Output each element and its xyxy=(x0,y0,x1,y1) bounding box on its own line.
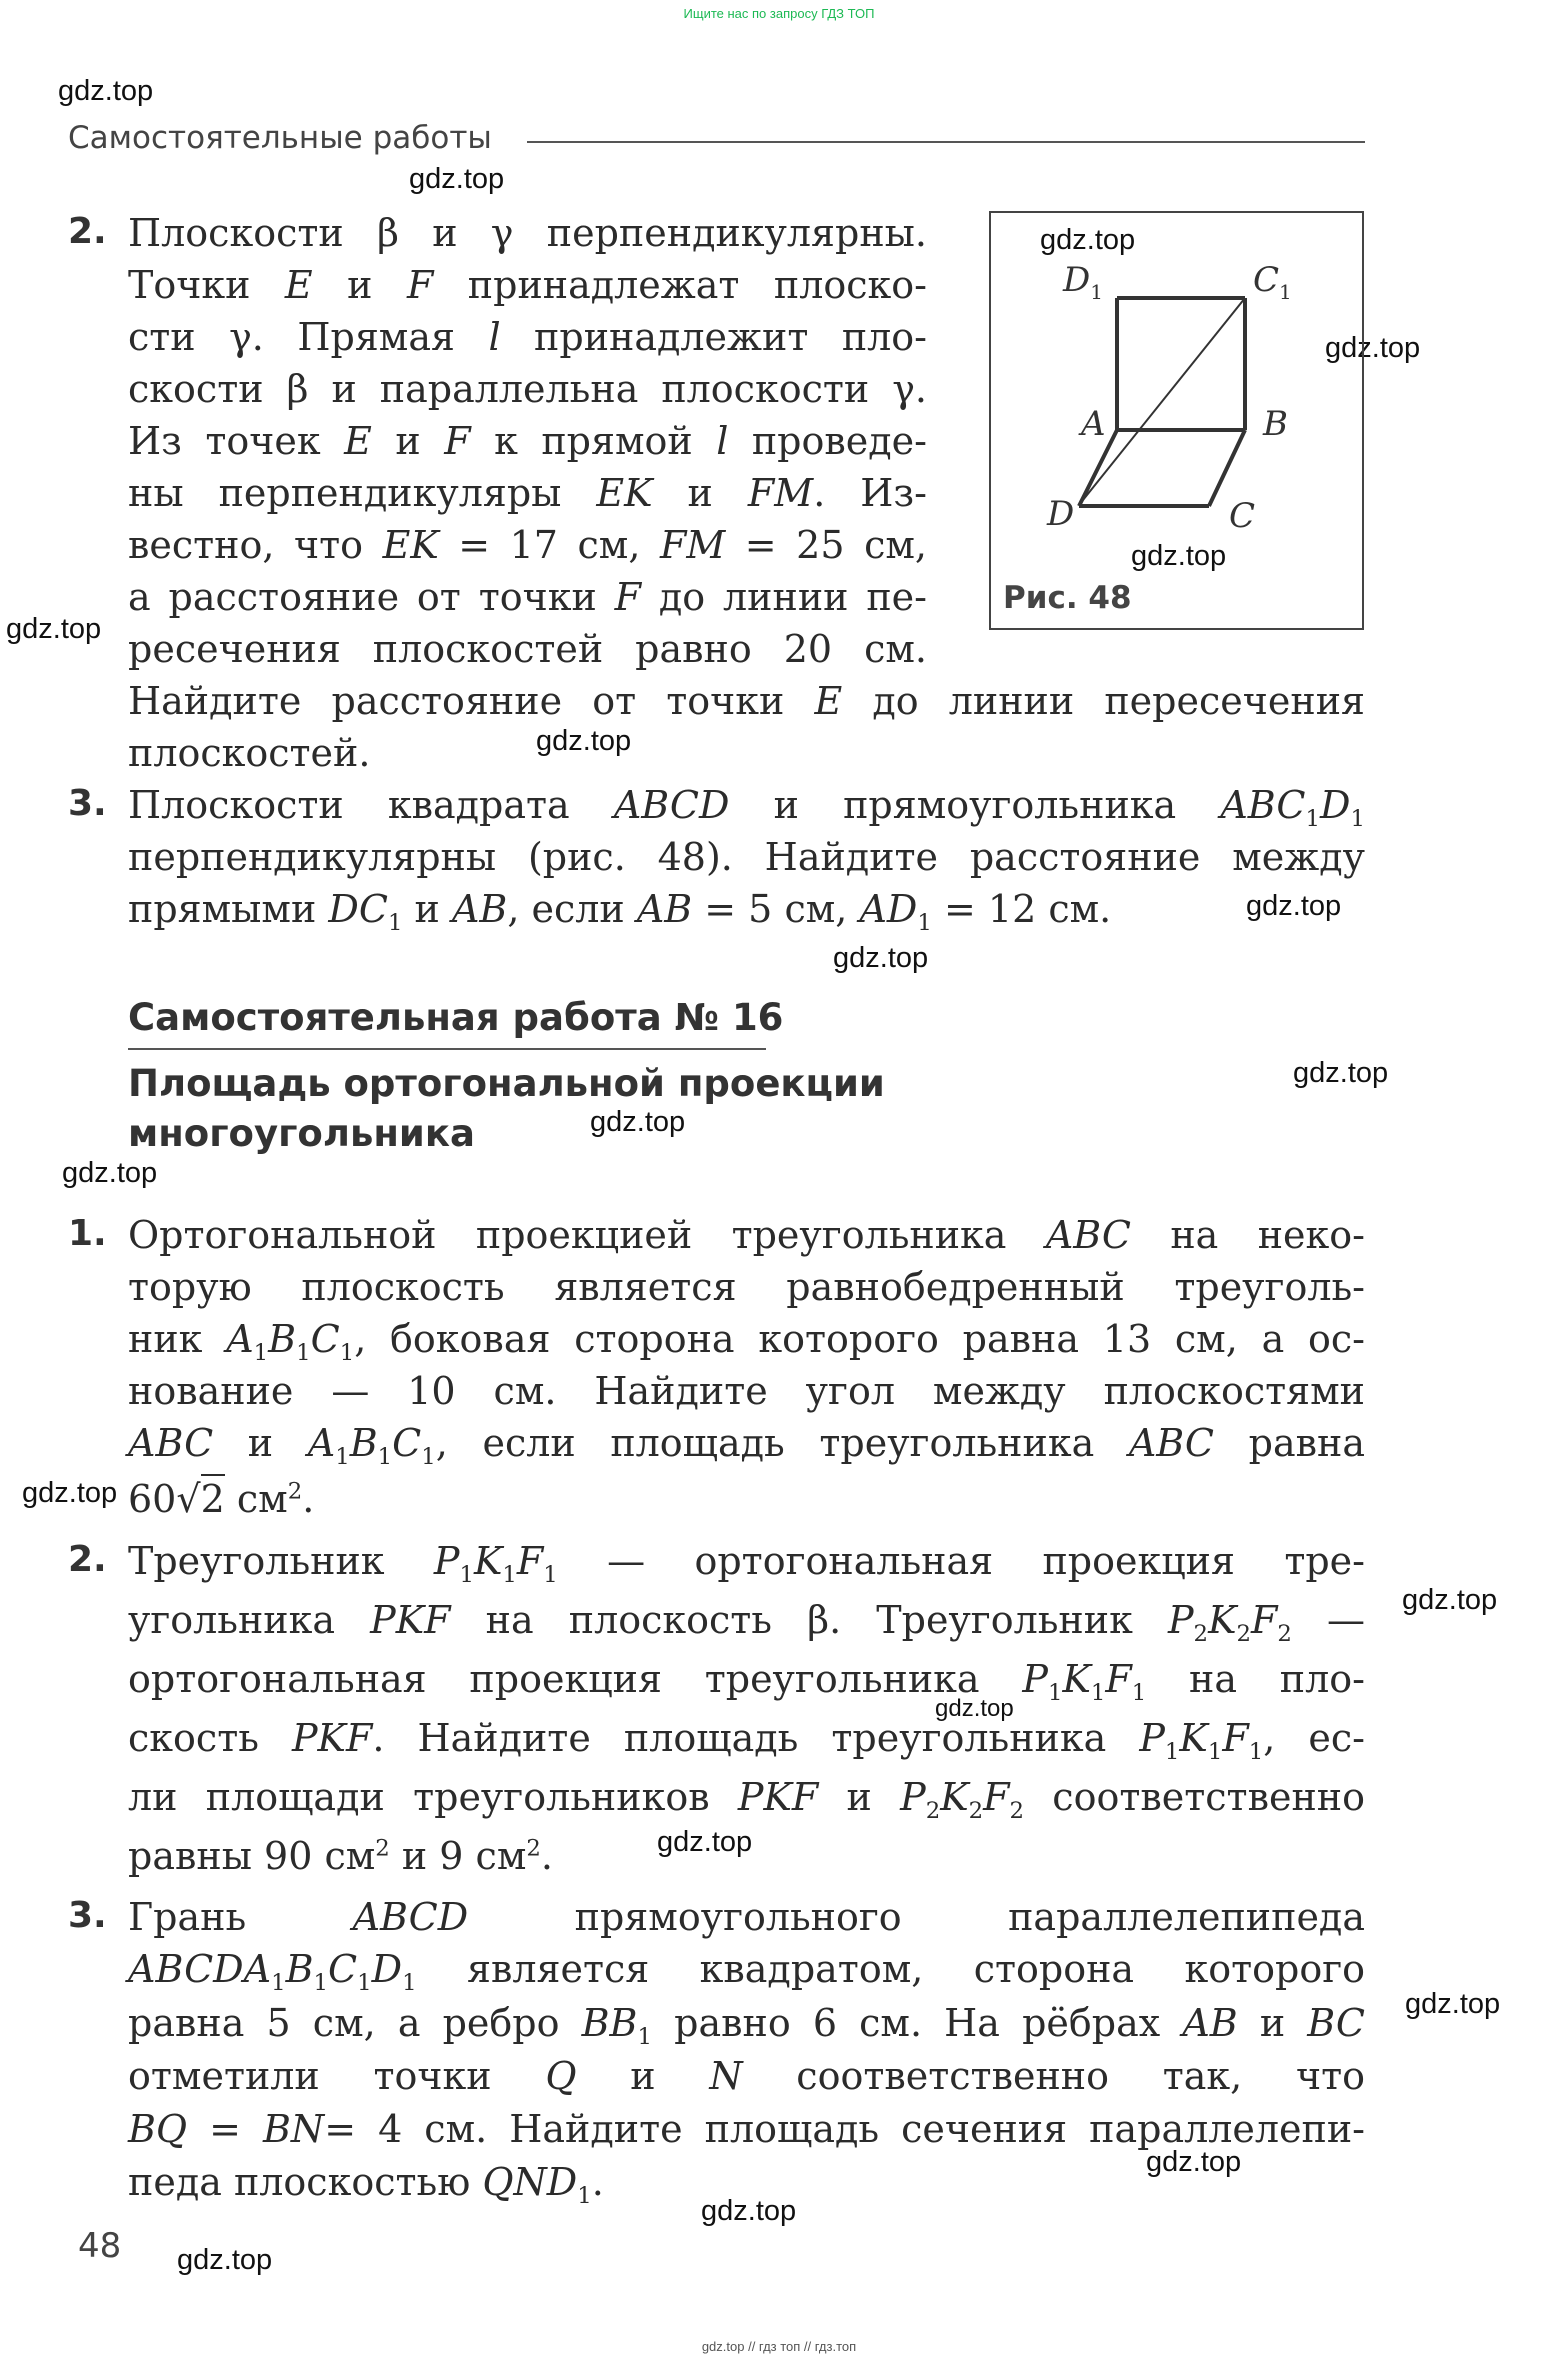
running-head: Самостоятельные работы xyxy=(68,120,492,156)
problem-number: 1. xyxy=(68,1213,107,1254)
watermark: gdz.top xyxy=(177,2244,273,2276)
figure-caption: Рис. 48 xyxy=(1003,580,1132,616)
problem-number: 2. xyxy=(68,1539,107,1580)
watermark: gdz.top xyxy=(1402,1584,1498,1616)
diagonal-dc1 xyxy=(1083,298,1245,500)
section-rule xyxy=(128,1048,766,1050)
figure-48 xyxy=(989,211,1364,630)
watermark: gdz.top xyxy=(536,725,632,757)
label-D1: $D_1$ xyxy=(1063,260,1103,304)
parallelepiped-diagram xyxy=(991,213,1362,628)
section-subtitle: многоугольника xyxy=(128,1112,475,1155)
page-number: 48 xyxy=(78,2226,122,2266)
watermark: gdz.top xyxy=(1040,224,1136,256)
textbook-page: Ищите нас по запросу ГДЗ ТОП gdz.top gdz.top gdz.top gdz.top gdz.top gdz.top gdz.top gdz.top gdz.top gdz.top gdz.top gdz.top gdz.top gdz.top gdz.top gdz.top gdz.top gdz.top gdz.top gdz.top Самостоятельные работы 2. Плоскости β и γ перпендикулярны. Точки E и F принадлежат плоско- сти γ. Прямая l принадлежит пло- скости β и параллельна плоскости γ. Из точек E и F к прямой l проведе- ны перпендикуляры EK и FM. Из- вестно, что EK = 17 см, FM = 25 см, а расстояние от точки F до линии пе- ресечения плоскостей равно 20 см. Найдите расстояние от точки E до линии пересечения плоскостей. $D_1$ $C_1$ A B D C Рис. 48 3. Плоскости квадрата ABCD и прямоугольника $ABC_1D_1$ перпендикулярны (рис. 48). Найдите расстояние между прямыми $DC_1$ и AB, если AB = 5 см, $AD_1 = 12$ см. Самостоятельная работа № 16 Площадь ортогональной проекции многоугольника 1. Ортогональной проекцией треугольника ABC на неко- торую плоскость является равнобедренный треуголь- ник $A_1B_1C_1$, боковая сторона которого равна 13 см, а ос- нование — 10 см. Найдите угол между плоскостями ABC и $A_1B_1C_1$, если площадь треугольника ABC равна 60√2 $см^2$. 2. Треугольник $P_1K_1F_1$ — ортогональная проекция тре- угольника PKF на плоскость β. Треугольник $P_2K_2F_2$ — ортогональная проекция треугольника $P_1K_1F_1$ на пло- скость PKF. Найдите площадь треугольника $P_1K_1F_1$, ес- ли площади треугольников PKF и $P_2K_2F_2$ соответственно равны 90 $см^2$ и 9 $см^2$. 3. Грань ABCD прямоугольного параллелепипеда $ABCDA_1B_1C_1D_1$ является квадратом, сторона которого равна 5 см, а ребро $BB_1$ равно 6 см. На рёбрах AB и BC отметили точки Q и N соответственно так, что BQ = BN= 4 см. Найдите площадь сечения параллелепи- педа плоскостью $QND_1$. 48 gdz.top // гдз топ // гдз.топ xyxy=(0,0,1558,2364)
problem-number: 3. xyxy=(68,783,107,824)
watermark: gdz.top xyxy=(1131,540,1227,572)
watermark: gdz.top xyxy=(701,2195,797,2227)
header-rule xyxy=(527,141,1365,143)
label-C1: $C_1$ xyxy=(1253,260,1292,304)
watermark: gdz.top xyxy=(58,75,154,107)
watermark: gdz.top xyxy=(62,1157,158,1189)
watermark: gdz.top xyxy=(935,1695,1014,1722)
watermark: gdz.top xyxy=(409,163,505,195)
watermark: gdz.top xyxy=(590,1106,686,1138)
watermark: gdz.top xyxy=(1405,1988,1501,2020)
edge-bc xyxy=(1209,430,1245,506)
search-banner[interactable]: Ищите нас по запросу ГДЗ ТОП xyxy=(683,6,875,21)
watermark: gdz.top xyxy=(833,942,929,974)
label-A: A xyxy=(1081,404,1106,444)
watermark: gdz.top xyxy=(1246,890,1342,922)
problem-number: 3. xyxy=(68,1895,107,1936)
label-C: C xyxy=(1229,496,1256,536)
watermark: gdz.top xyxy=(1146,2146,1242,2178)
problem-number: 2. xyxy=(68,211,107,252)
watermark: gdz.top xyxy=(657,1826,753,1858)
watermark: gdz.top xyxy=(1325,332,1421,364)
label-B: B xyxy=(1263,404,1288,444)
bottom-banner[interactable]: gdz.top // гдз топ // гдз.топ xyxy=(701,2339,857,2354)
watermark: gdz.top xyxy=(1293,1057,1389,1089)
watermark: gdz.top xyxy=(6,613,102,645)
section-title: Самостоятельная работа № 16 xyxy=(128,996,784,1039)
section-subtitle: Площадь ортогональной проекции xyxy=(128,1062,885,1105)
watermark: gdz.top xyxy=(22,1477,118,1509)
label-D: D xyxy=(1047,494,1075,534)
